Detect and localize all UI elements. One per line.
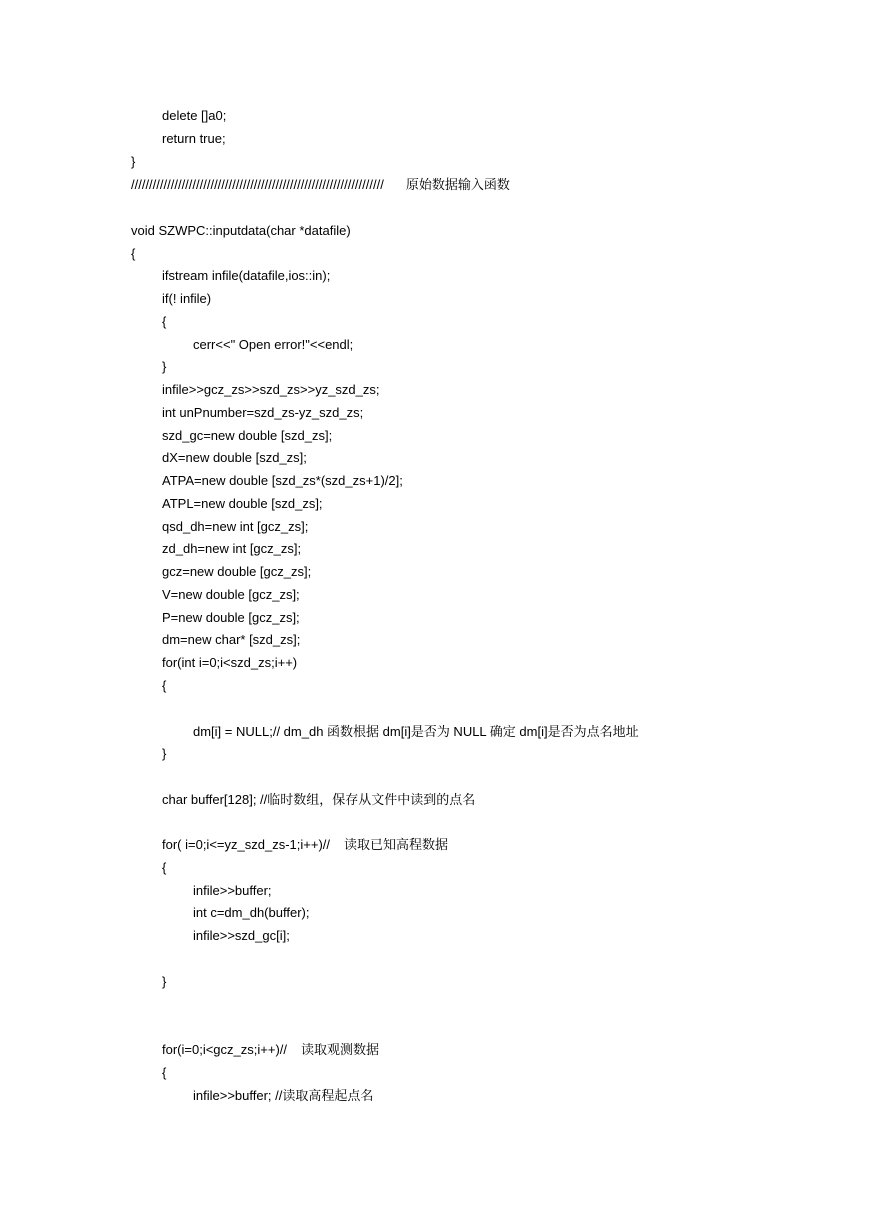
code-text: for( i=0;i<=yz_szd_zs-1;i++)// <box>162 837 330 852</box>
code-line: int unPnumber=szd_zs-yz_szd_zs; <box>162 405 364 420</box>
code-line: cerr<<" Open error!"<<endl; <box>193 337 354 352</box>
separator-comment-line <box>131 176 510 194</box>
section-heading: 原始数据输入函数 <box>405 177 510 192</box>
code-line: szd_gc=new double [szd_zs]; <box>162 428 333 443</box>
code-line: int c=dm_dh(buffer); <box>193 905 310 920</box>
code-line: infile>>gcz_zs>>szd_zs>>yz_szd_zs; <box>162 382 380 397</box>
code-line: } <box>131 154 136 169</box>
slash-separator: ////////////////////////////////////////////////////////////////////// <box>131 177 384 192</box>
code-line: infile>>buffer; //读取高程起点名 <box>193 1088 374 1103</box>
code-line-with-comment <box>162 1041 379 1059</box>
code-line: ATPL=new double [szd_zs]; <box>162 496 323 511</box>
code-line: P=new double [gcz_zs]; <box>162 610 300 625</box>
code-text: for(i=0;i<gcz_zs;i++)// <box>162 1042 287 1057</box>
code-line: } <box>162 359 167 374</box>
code-line: void SZWPC::inputdata(char *datafile) <box>131 223 351 238</box>
code-line: { <box>162 314 167 329</box>
code-line: { <box>162 1065 167 1080</box>
code-line: return true; <box>162 131 226 146</box>
code-line: V=new double [gcz_zs]; <box>162 587 300 602</box>
code-line: infile>>szd_gc[i]; <box>193 928 290 943</box>
code-line: delete []a0; <box>162 108 227 123</box>
code-line: dm[i] = NULL;// dm_dh 函数根据 dm[i]是否为 NULL 确定 dm[i]是否为点名地址 <box>193 724 639 739</box>
code-line: ATPA=new double [szd_zs*(szd_zs+1)/2]; <box>162 473 403 488</box>
code-line-with-comment <box>162 836 448 854</box>
code-line: qsd_dh=new int [gcz_zs]; <box>162 519 309 534</box>
code-line: char buffer[128]; //临时数组，保存从文件中读到的点名 <box>162 792 476 807</box>
code-line: if(! infile) <box>162 291 212 306</box>
code-line: { <box>131 246 136 261</box>
code-line: } <box>162 746 167 761</box>
comment-text: 读取已知高程数据 <box>344 837 449 852</box>
comment-text: 读取观测数据 <box>301 1042 380 1057</box>
code-line: { <box>162 860 167 875</box>
code-line: dX=new double [szd_zs]; <box>162 450 307 465</box>
code-line: gcz=new double [gcz_zs]; <box>162 564 312 579</box>
code-line: { <box>162 678 167 693</box>
code-line: dm=new char* [szd_zs]; <box>162 632 301 647</box>
code-line: zd_dh=new int [gcz_zs]; <box>162 541 302 556</box>
code-line: infile>>buffer; <box>193 883 272 898</box>
code-line: for(int i=0;i<szd_zs;i++) <box>162 655 298 670</box>
code-line: } <box>162 974 167 989</box>
code-line: ifstream infile(datafile,ios::in); <box>162 268 331 283</box>
